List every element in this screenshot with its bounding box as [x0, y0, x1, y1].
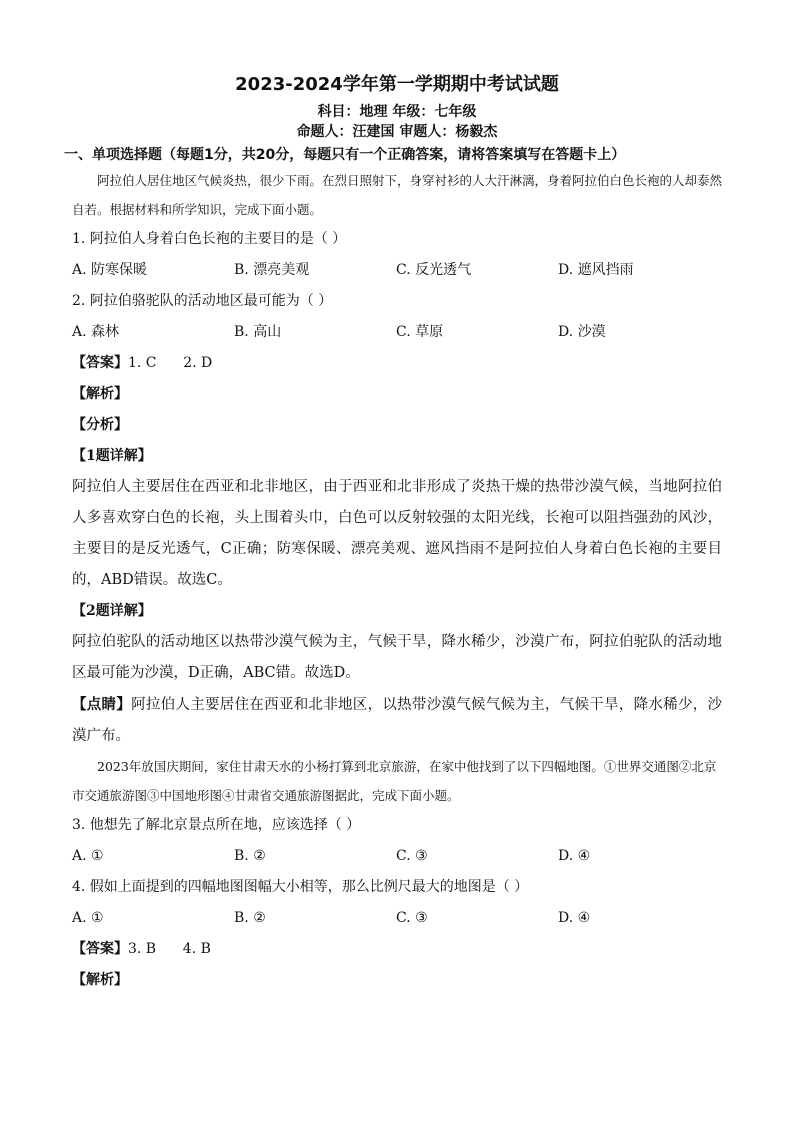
- page-title: 2023-2024学年第一学期期中考试试题: [235, 74, 559, 95]
- detail1-text: 阿拉伯人主要居住在西亚和北非地区，由于西亚和北非形成了炎热干燥的热带沙漠气候，当地阿拉伯人多喜欢穿白色的长袍，头上围着头巾，白色可以反射较强的太阳光线，长袍可以阻挡强劲的风沙，主要目的是反光透气，C正确；防寒保暖、漂亮美观、遮风挡雨不是阿拉伯人身着白色长袍的主要目的，ABD错误。故选C。: [72, 479, 722, 588]
- q2-option-b: B. 高山: [234, 324, 282, 340]
- q4-option-d: D. ④: [558, 910, 591, 926]
- detail2-label: 【2题详解】: [72, 603, 152, 619]
- analysis-label: 【解析】: [72, 386, 128, 402]
- q1-option-d: D. 遮风挡雨: [558, 262, 634, 278]
- question-3-options: [72, 841, 722, 872]
- q3-option-c: C. ③: [396, 848, 428, 864]
- answer-label: 【答案】: [72, 355, 128, 371]
- q1-option-c: C. 反光透气: [396, 262, 472, 278]
- question-4-options: [72, 903, 722, 934]
- question-2-stem: 2. 阿拉伯骆驼队的活动地区最可能为（ ）: [72, 293, 333, 309]
- q2-option-c: C. 草原: [396, 324, 444, 340]
- question-4-stem: 4. 假如上面提到的四幅地图图幅大小相等，那么比例尺最大的地图是（ ）: [72, 879, 529, 895]
- question-3-stem: 3. 他想先了解北京景点所在地，应该选择（ ）: [72, 817, 361, 833]
- passage-group1: 阿拉伯人居住地区气候炎热，很少下雨。在烈日照射下，身穿衬衫的人大汗淋漓，身着阿拉伯白色长袍的人却泰然自若。根据材料和所学知识，完成下面小题。: [72, 173, 723, 217]
- passage-group2: 2023年放国庆期间，家住甘肃天水的小杨打算到北京旅游，在家中他找到了以下四幅地图。①世界交通图②北京市交通旅游图③中国地形图④甘肃省交通旅游图据此，完成下面小题。: [72, 759, 717, 803]
- q2-option-a: A. 森林: [72, 324, 120, 340]
- answer-label-2: 【答案】: [72, 941, 128, 957]
- subject-line: 科目：地理 年级：七年级: [317, 104, 477, 120]
- answer-text-2: 3. B 4. B: [128, 941, 211, 957]
- answer-group2: [72, 934, 722, 965]
- q4-option-c: C. ③: [396, 910, 428, 926]
- analysis-label-2: 【解析】: [72, 972, 128, 988]
- dianqing-paragraph: [72, 689, 722, 752]
- question-1-stem: 1. 阿拉伯人身着白色长袍的主要目的是（ ）: [72, 231, 347, 247]
- dianqing-text: 阿拉伯人主要居住在西亚和北非地区，以热带沙漠气候气候为主，气候干旱，降水稀少，沙漠广布。: [72, 697, 723, 744]
- detail2-text: 阿拉伯驼队的活动地区以热带沙漠气候为主，气候干旱，降水稀少，沙漠广布，阿拉伯驼队的活动地区最可能为沙漠，D正确，ABC错。故选D。: [72, 634, 722, 681]
- q1-option-a: A. 防寒保暖: [72, 262, 148, 278]
- q1-option-b: B. 漂亮美观: [234, 262, 310, 278]
- q4-option-b: B. ②: [234, 910, 266, 926]
- q4-option-a: A. ①: [72, 910, 104, 926]
- dianqing-label: 【点睛】: [72, 696, 132, 713]
- authors-line: 命题人：汪建国 审题人：杨毅杰: [296, 124, 498, 140]
- q2-option-d: D. 沙漠: [558, 324, 606, 340]
- q3-option-a: A. ①: [72, 848, 104, 864]
- fenxi-label: 【分析】: [72, 417, 128, 433]
- detail1-label: 【1题详解】: [72, 448, 152, 464]
- section-heading: 一、单项选择题（每题1分，共20分，每题只有一个正确答案，请将答案填写在答题卡上）: [64, 147, 626, 163]
- question-1-options: [72, 255, 722, 286]
- answer-group1: [72, 348, 722, 379]
- answer-text: 1. C 2. D: [128, 355, 213, 371]
- q3-option-b: B. ②: [234, 848, 266, 864]
- exam-page: [64, 70, 723, 996]
- question-2-options: [72, 317, 722, 348]
- q3-option-d: D. ④: [558, 848, 591, 864]
